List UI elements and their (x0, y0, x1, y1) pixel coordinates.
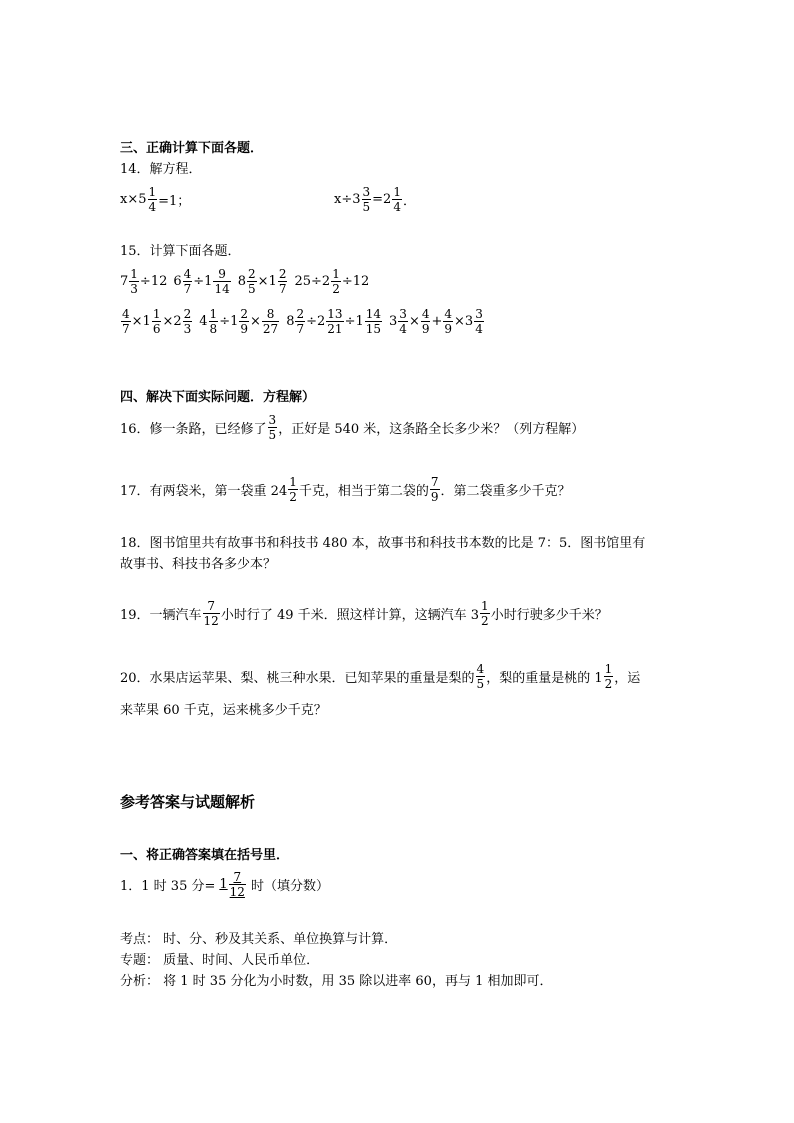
question-15-label: 15．计算下面各题． (120, 244, 241, 259)
question-17: 17．有两袋米，第一袋重 24 $\frac{1}{2}$ 千克，相当于第二袋的 $\frac{7}{9}$ ．第二袋重多少千克？ (120, 475, 571, 504)
eq1-suffix: =1； (158, 194, 191, 209)
question-18-line-1: 18．图书馆里共有故事书和科技书 480 本，故事书和科技书本数的比是 7：5．图书馆里有 (120, 536, 646, 551)
eq2-prefix: x÷3 (334, 192, 361, 207)
answers-title: 参考答案与试题解析 (120, 793, 256, 811)
question-19: 19．一辆汽车 $\frac{7}{12}$ 小时行了 49 千米．照这样计算，这辆汽车 3 $\frac{1}{2}$ 小时行驶多少千米？ (120, 599, 608, 628)
question-18-line-2: 故事书、科技书各多少本？ (120, 557, 277, 572)
answer-kaodian: 考点： 时、分、秒及其关系、单位换算与计算． (120, 932, 398, 947)
eq1-prefix: x×5 (120, 192, 147, 207)
calc-2-2: 4 $\frac{1}{8}$ ÷1 $\frac{2}{9}$ × $\frac{8}{27}$ (199, 307, 279, 336)
calc-row-2 (120, 308, 491, 335)
answer-zhuanti: 专题： 质量、时间、人民币单位． (120, 953, 320, 968)
calc-2-3: 8 $\frac{2}{7}$ ÷2 $\frac{13}{21}$ ÷1 $\frac{14}{15}$ (286, 307, 382, 336)
calc-1-4: 25÷2 $\frac{1}{2}$ ÷12 (294, 267, 370, 296)
equation-2 (334, 186, 416, 213)
answer-1-value: 1 $\frac{7}{12}$ (219, 870, 245, 899)
calc-1-3: 8 $\frac{2}{5}$ ×1 $\frac{2}{7}$ (237, 267, 287, 296)
answer-fenxi: 分析： 将 1 时 35 分化为小时数，用 35 除以进率 60，再与 1 相加即可． (120, 974, 553, 989)
eq2-fraction-2: $\frac{1}{4}$ (393, 185, 401, 214)
calc-1-1: 7 $\frac{1}{3}$ ÷12 (120, 267, 168, 296)
answers-section-1-title: 一、将正确答案填在括号里． (120, 848, 290, 863)
question-20-line-2: 来苹果 60 千克，运来桃多少千克？ (120, 703, 327, 718)
calc-1-2: 6 $\frac{4}{7}$ ÷1 $\frac{9}{14}$ (173, 267, 230, 296)
section-4-title: 四、解决下面实际问题．方程解） (120, 390, 316, 405)
question-20: 20．水果店运苹果、梨、桃三种水果．已知苹果的重量是梨的 $\frac{4}{5}$ ，梨的重量是桃的 1 $\frac{1}{2}$ ，运 (120, 662, 641, 691)
equation-1 (120, 186, 190, 213)
eq2-fraction-1: $\frac{3}{5}$ (362, 185, 371, 214)
calc-row-1 (120, 268, 375, 295)
calc-2-4: 3 $\frac{3}{4}$ × $\frac{4}{9}$ + $\frac{4}{9}$ ×3 $\frac{3}{4}$ (389, 307, 483, 336)
eq1-fraction: $\frac{1}{4}$ (148, 185, 157, 214)
eq2-suffix: ． (402, 194, 416, 209)
answer-1: 1．1 时 35 分= 1 $\frac{7}{12}$ 时（填分数） (120, 870, 329, 899)
eq2-middle: =2 (372, 192, 392, 207)
calc-2-1: $\frac{4}{7}$ ×1 $\frac{1}{6}$ ×2 $\frac{2}{3}$ (122, 307, 192, 336)
section-3-title: 三、正确计算下面各题． (120, 141, 264, 156)
question-14-label: 14．解方程． (120, 162, 202, 177)
question-16: 16．修一条路，已经修了 $\frac{3}{5}$ ，正好是 540 米，这条路全长多少米？（列方程解） (120, 413, 585, 442)
